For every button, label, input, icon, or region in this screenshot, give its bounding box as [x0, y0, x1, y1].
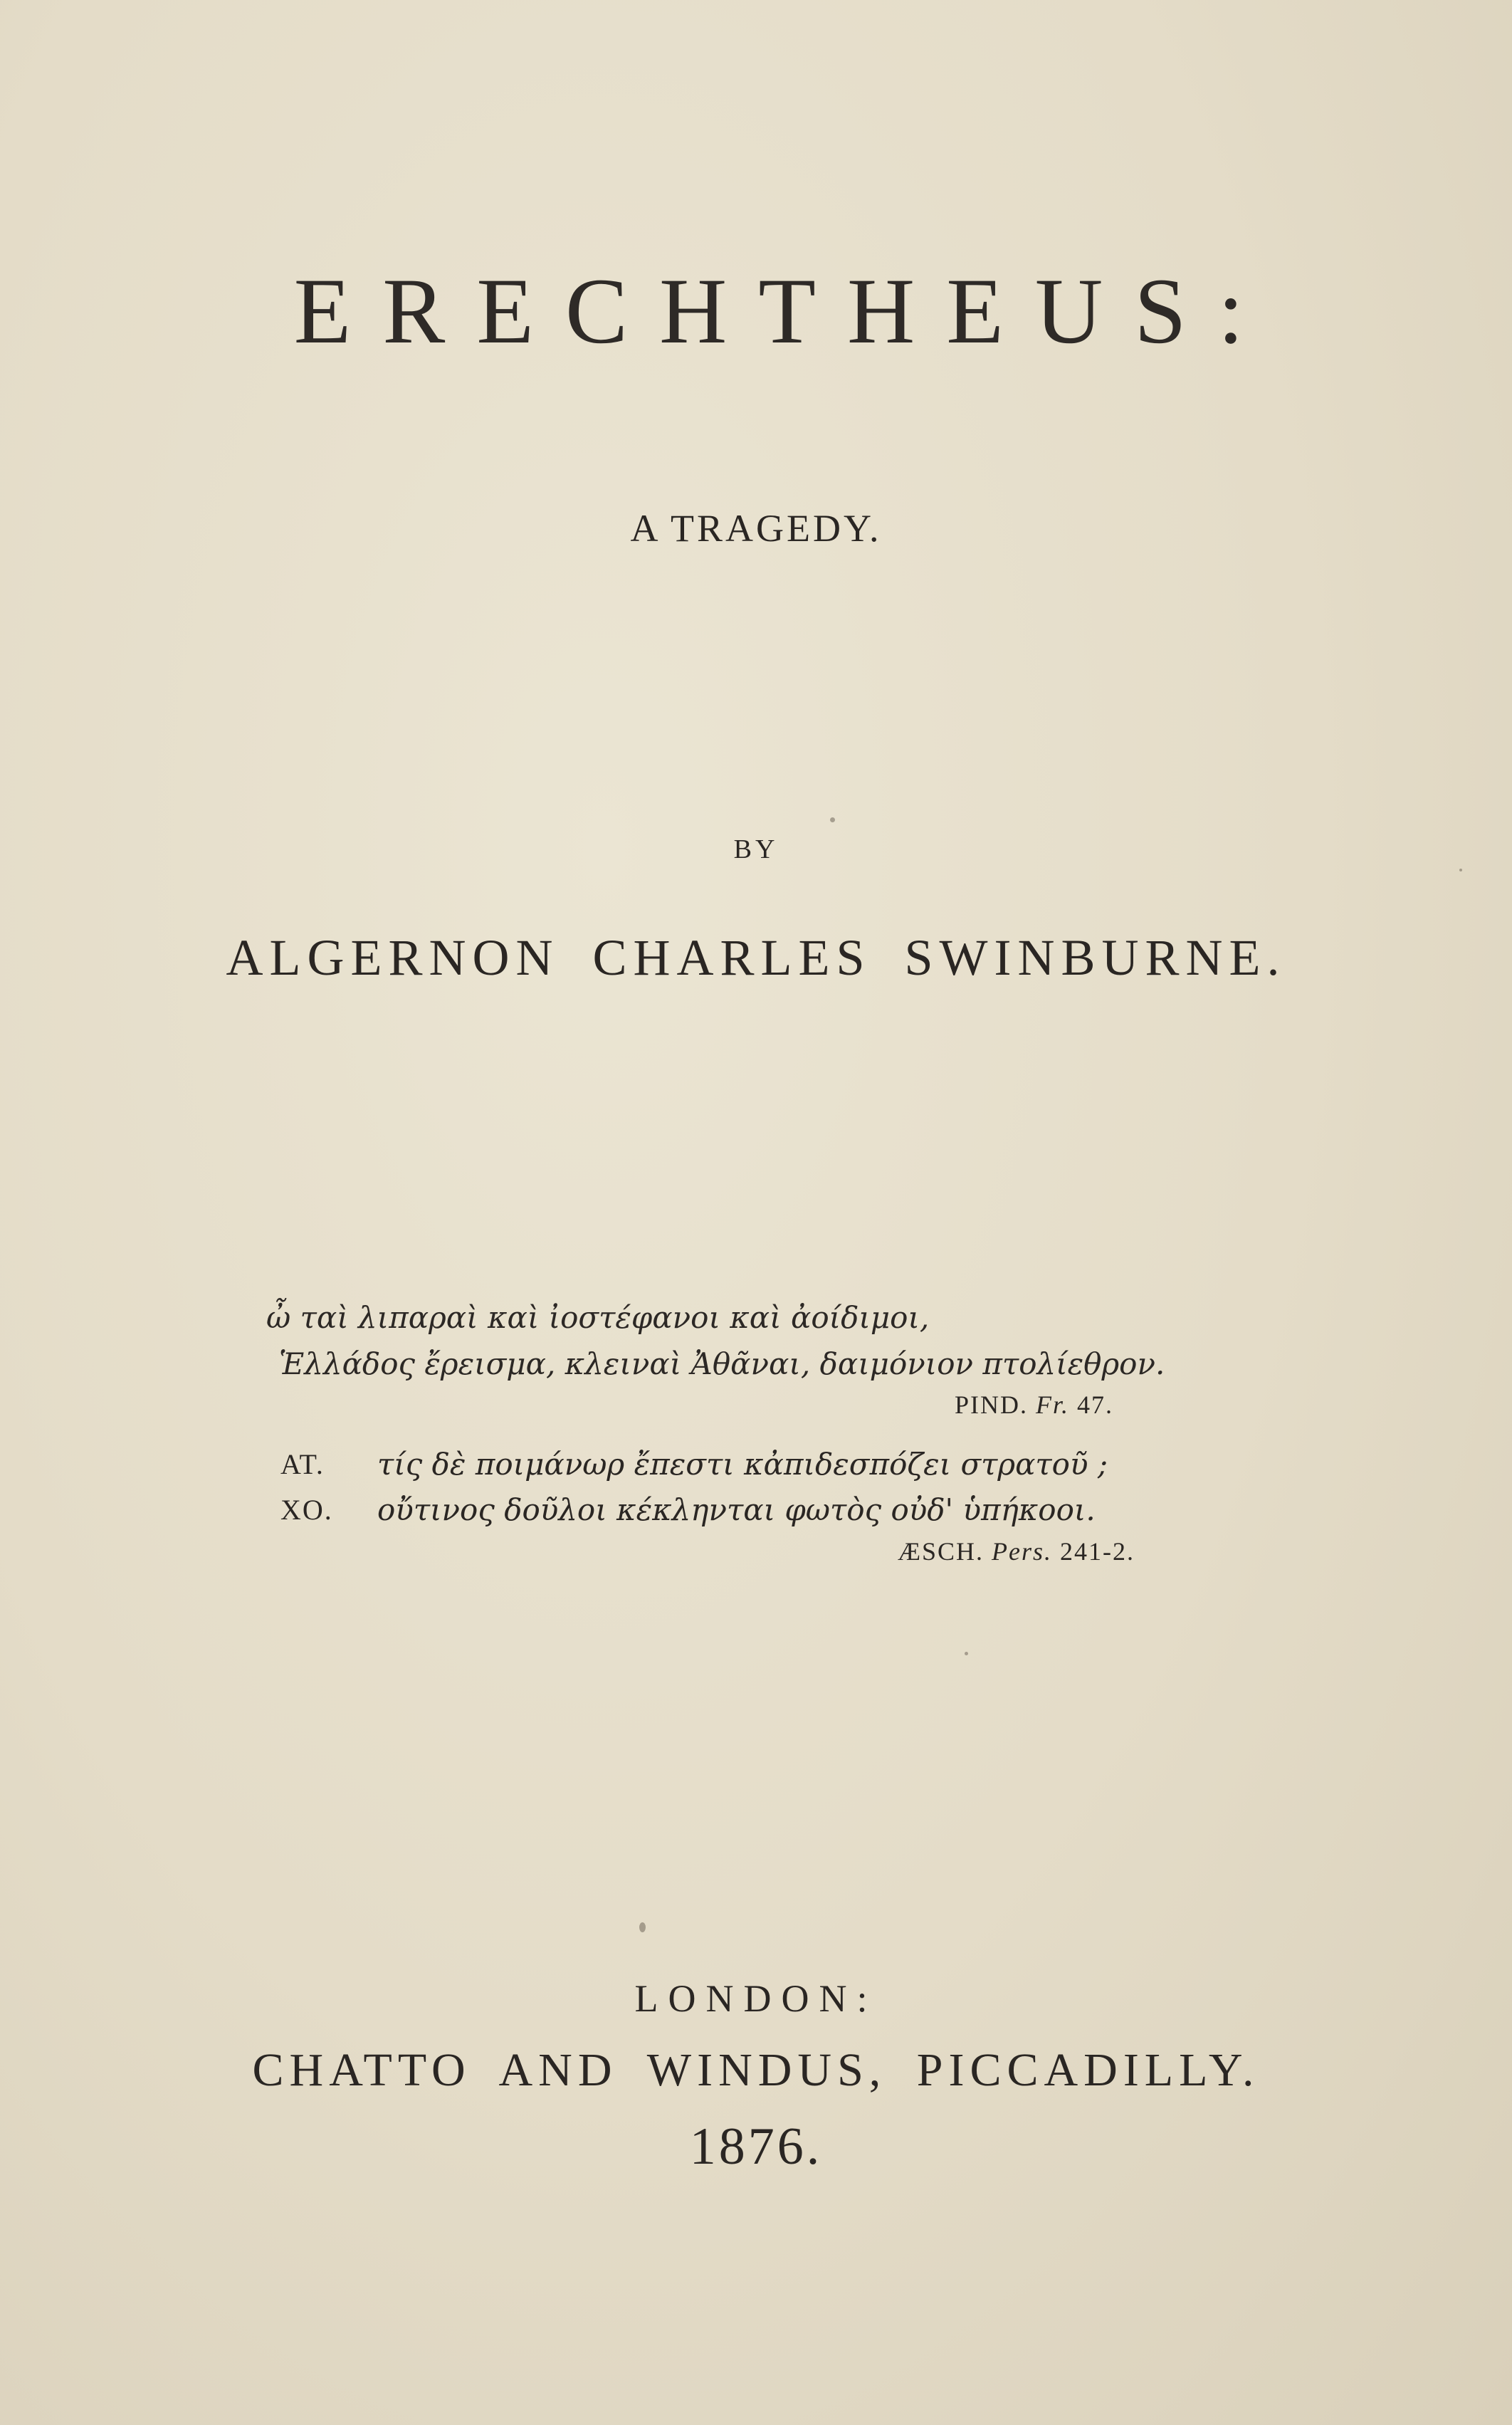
paper-speck: [965, 1652, 968, 1655]
aeschylus-speaker-1: AT.: [280, 1448, 325, 1480]
pindar-citation: [955, 1387, 1113, 1423]
pindar-epigraph-line-1: ὦ ταὶ λιπαραὶ καὶ ἰοστέφανοι καὶ ἀοίδιμοι,: [266, 1300, 930, 1335]
by-line: BY: [733, 834, 779, 864]
pindar-cite-work: Fr.: [1035, 1390, 1069, 1419]
aeschylus-cite-ref: 241-2.: [1060, 1537, 1135, 1566]
pindar-epigraph-line-2: Ἑλλάδος ἔρεισμα, κλειναὶ Ἀθᾶναι, δαιμόνιον πτολίεθρον.: [279, 1346, 1165, 1381]
aeschylus-line-1: τίς δὲ ποιμάνωρ ἔπεστι κἀπιδεσπόζει στρατοῦ ;: [377, 1447, 1108, 1482]
book-subtitle: A TRAGEDY.: [630, 507, 882, 550]
aeschylus-speaker-2: XO.: [280, 1494, 333, 1526]
imprint-city: LONDON:: [634, 1977, 878, 2020]
book-title: ERECHTHEUS:: [293, 258, 1276, 363]
author-name: ALGERNON CHARLES SWINBURNE.: [226, 929, 1286, 986]
aeschylus-cite-author: ÆSCH.: [897, 1537, 984, 1566]
pindar-cite-author: PIND.: [954, 1390, 1028, 1419]
imprint-publisher: CHATTO AND WINDUS, PICCADILLY.: [252, 2044, 1260, 2096]
paper-speck: [639, 1922, 646, 1932]
aeschylus-citation: [898, 1534, 1135, 1569]
aeschylus-line-2: οὔτινος δοῦλοι κέκληνται φωτὸς οὐδ' ὑπήκοοι.: [377, 1492, 1096, 1527]
paper-speck: [830, 817, 835, 822]
paper-speck: [1459, 869, 1462, 871]
pindar-cite-ref: 47.: [1077, 1390, 1113, 1419]
imprint-year: 1876.: [689, 2117, 823, 2176]
aeschylus-cite-work: Pers.: [992, 1537, 1052, 1566]
